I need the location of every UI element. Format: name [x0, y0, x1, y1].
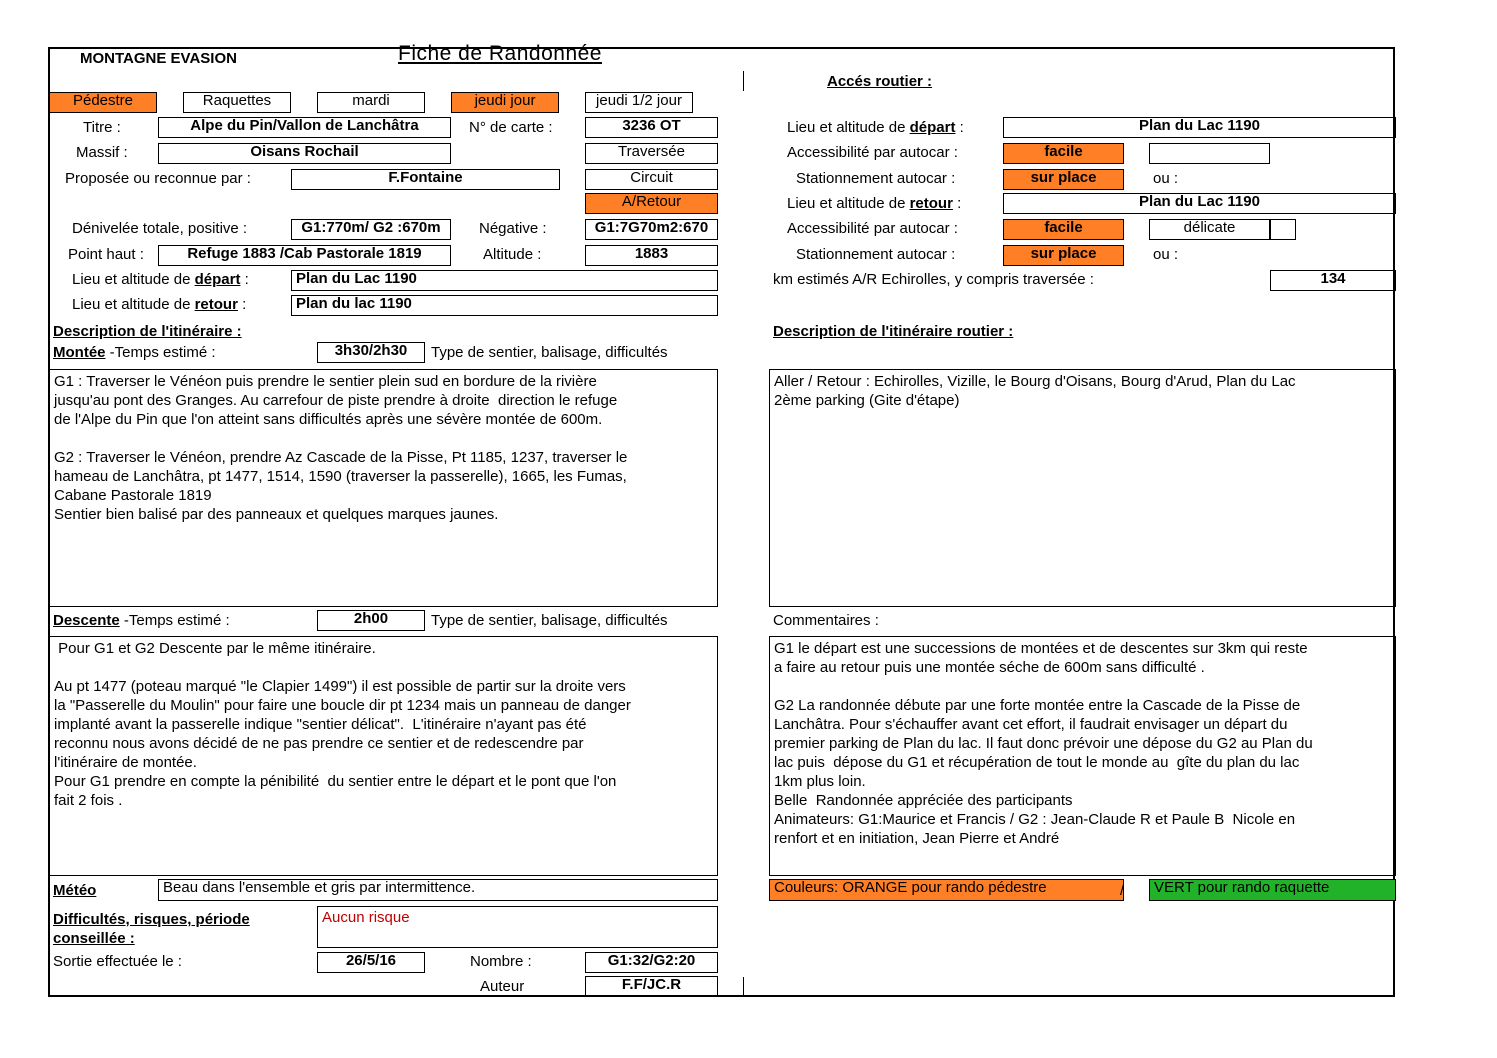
road-parking2-label: Stationnement autocar :	[796, 246, 956, 263]
sortie-label: Sortie effectuée le :	[53, 953, 182, 970]
itinerary-desc-title: Description de l'itinéraire :	[53, 323, 242, 340]
traversee-option[interactable]: Traversée	[585, 143, 718, 164]
descente-label: Descente -Temps estimé :	[53, 612, 230, 629]
proposee-label: Proposée ou reconnue par :	[65, 170, 251, 187]
meteo-field[interactable]: Beau dans l'ensemble et gris par intermittence.	[158, 879, 718, 901]
comments-label: Commentaires :	[773, 612, 879, 629]
point-haut-label: Point haut :	[68, 246, 144, 263]
negative-label: Négative :	[479, 220, 547, 237]
road-access2-extra-field[interactable]	[1270, 219, 1296, 240]
denivele-label: Dénivelée totale, positive :	[72, 220, 248, 237]
carte-label: N° de carte :	[469, 119, 553, 136]
road-depart-field[interactable]: Plan du Lac 1190	[1003, 117, 1396, 138]
aller-retour-option[interactable]: A/Retour	[585, 193, 718, 214]
road-desc-textarea[interactable]: Aller / Retour : Echirolles, Vizille, le Bourg d'Oisans, Bourg d'Arud, Plan du Lac 2ème parking (Gite d'étape)	[769, 369, 1396, 607]
road-retour-field[interactable]: Plan du Lac 1190	[1003, 193, 1396, 214]
legend-orange: Couleurs: ORANGE pour rando pédestre	[769, 879, 1124, 901]
activity-pedestre[interactable]: Pédestre	[49, 92, 157, 113]
road-parking-field[interactable]: sur place	[1003, 169, 1124, 190]
road-access-alt-field[interactable]	[1149, 143, 1270, 164]
massif-field[interactable]: Oisans Rochail	[158, 143, 451, 164]
depart-field[interactable]: Plan du Lac 1190	[291, 270, 718, 291]
circuit-option[interactable]: Circuit	[585, 169, 718, 190]
meteo-label: Météo	[53, 882, 97, 899]
proposee-field[interactable]: F.Fontaine	[291, 169, 560, 190]
descente-textarea[interactable]: Pour G1 et G2 Descente par le même itinéraire. Au pt 1477 (poteau marqué "le Clapier 1499") il est possible de partir sur la droite vers la "Passerelle du Moulin" pour faire une boucle dir pt 1234 mais un panneau de danger implanté avant la passerelle indique "sentier délicat". L'itinéraire n'ayant pas été reconnu nous avons décidé de ne pas prendre ce sentier et de redescendre par l'itinéraire de montée. Pour G1 prendre en compte la pénibilité du sentier entre le départ et le pont que l'on fait 2 fois .	[49, 636, 718, 876]
road-retour-label: Lieu et altitude de retour :	[787, 195, 962, 212]
activity-raquettes[interactable]: Raquettes	[183, 92, 291, 113]
road-depart-label: Lieu et altitude de départ :	[787, 119, 964, 136]
road-parking2-field[interactable]: sur place	[1003, 245, 1124, 266]
altitude-field[interactable]: 1883	[585, 245, 718, 266]
carte-field[interactable]: 3236 OT	[585, 117, 718, 138]
retour-field[interactable]: Plan du lac 1190	[291, 295, 718, 316]
road-access-field[interactable]: facile	[1003, 143, 1124, 164]
auteur-field[interactable]: F.F/JC.R	[585, 976, 718, 997]
km-field[interactable]: 134	[1270, 270, 1396, 291]
difficultes-label: Difficultés, risques, période conseillée :	[53, 911, 250, 947]
road-access-label: Accessibilité par autocar :	[787, 144, 958, 161]
page-title: Fiche de Randonnée	[398, 42, 602, 65]
point-haut-field[interactable]: Refuge 1883 /Cab Pastorale 1819	[158, 245, 451, 266]
half-day-option[interactable]: jeudi 1/2 jour	[585, 92, 693, 113]
titre-field[interactable]: Alpe du Pin/Vallon de Lanchâtra	[158, 117, 451, 138]
full-day-option[interactable]: jeudi jour	[451, 92, 559, 113]
sortie-field[interactable]: 26/5/16	[317, 952, 425, 973]
depart-label: Lieu et altitude de départ :	[72, 271, 249, 288]
descente-time-field[interactable]: 2h00	[317, 610, 425, 631]
road-access2-label: Accessibilité par autocar :	[787, 220, 958, 237]
km-label: km estimés A/R Echirolles, y compris traversée :	[773, 271, 1094, 288]
comments-textarea[interactable]: G1 le départ est une successions de montées et de descentes sur 3km qui reste a faire au retour puis une montée séche de 600m sans difficulté . G2 La randonnée débute par une forte montée entre la Cascade de la Pisse de Lanchâtra. Pour s'échauffer avant cet effort, il faudrait envisager un départ du premier parking de Plan du lac. Il faut donc prévoir une dépose du G2 au Plan du lac puis dépose du G1 et récupération de tout le monde au gîte du plan du lac 1km plus loin. Belle Randonnée appréciée des participants Animateurs: G1:Maurice et Francis / G2 : Jean-Claude R et Paule B Nicole en renfort et en initiation, Jean Pierre et André	[769, 636, 1396, 876]
montee-time-field[interactable]: 3h30/2h30	[317, 342, 425, 363]
day-field[interactable]: mardi	[317, 92, 425, 113]
road-parking-label: Stationnement autocar :	[796, 170, 956, 187]
road-parking2-ou: ou :	[1153, 246, 1179, 263]
road-access-title: Accés routier :	[827, 73, 933, 90]
road-access2-alt-field[interactable]: délicate	[1149, 219, 1270, 240]
road-access2-field[interactable]: facile	[1003, 219, 1124, 240]
montee-sentier-label: Type de sentier, balisage, difficultés	[431, 344, 668, 361]
altitude-label: Altitude :	[483, 246, 542, 263]
nombre-label: Nombre :	[470, 953, 532, 970]
denivele-positive-field[interactable]: G1:770m/ G2 :670m	[291, 219, 451, 240]
montee-textarea[interactable]: G1 : Traverser le Vénéon puis prendre le sentier plein sud en bordure de la rivière jusqu'au pont des Granges. Au carrefour de piste prendre à droite direction le refuge de l'Alpe du Pin que l'on atteint sans difficultés après une sévère montée de 600m. G2 : Traverser le Vénéon, prendre Az Cascade de la Pisse, Pt 1185, 1237, traverser le hameau de Lanchâtra, pt 1477, 1514, 1590 (traverser la passerelle), 1665, les Fumas, Cabane Pastorale 1819 Sentier bien balisé par des panneaux et quelques marques jaunes.	[49, 369, 718, 607]
descente-sentier-label: Type de sentier, balisage, difficultés	[431, 612, 668, 629]
titre-label: Titre :	[83, 119, 121, 136]
difficultes-field[interactable]: Aucun risque	[317, 906, 718, 948]
retour-label: Lieu et altitude de retour :	[72, 296, 247, 313]
nombre-field[interactable]: G1:32/G2:20	[585, 952, 718, 973]
divider	[743, 71, 744, 91]
road-desc-title: Description de l'itinéraire routier :	[773, 323, 1014, 340]
legend-green: VERT pour rando raquette	[1149, 879, 1396, 901]
road-parking-ou: ou :	[1153, 170, 1179, 187]
massif-label: Massif :	[76, 144, 128, 161]
org-name: MONTAGNE EVASION	[80, 50, 237, 67]
divider-bottom	[743, 977, 744, 997]
montee-label: Montée -Temps estimé :	[53, 344, 216, 361]
denivele-negative-field[interactable]: G1:7G70m2:670	[585, 219, 718, 240]
legend-separator: /	[1120, 882, 1125, 899]
auteur-label: Auteur	[480, 978, 525, 995]
